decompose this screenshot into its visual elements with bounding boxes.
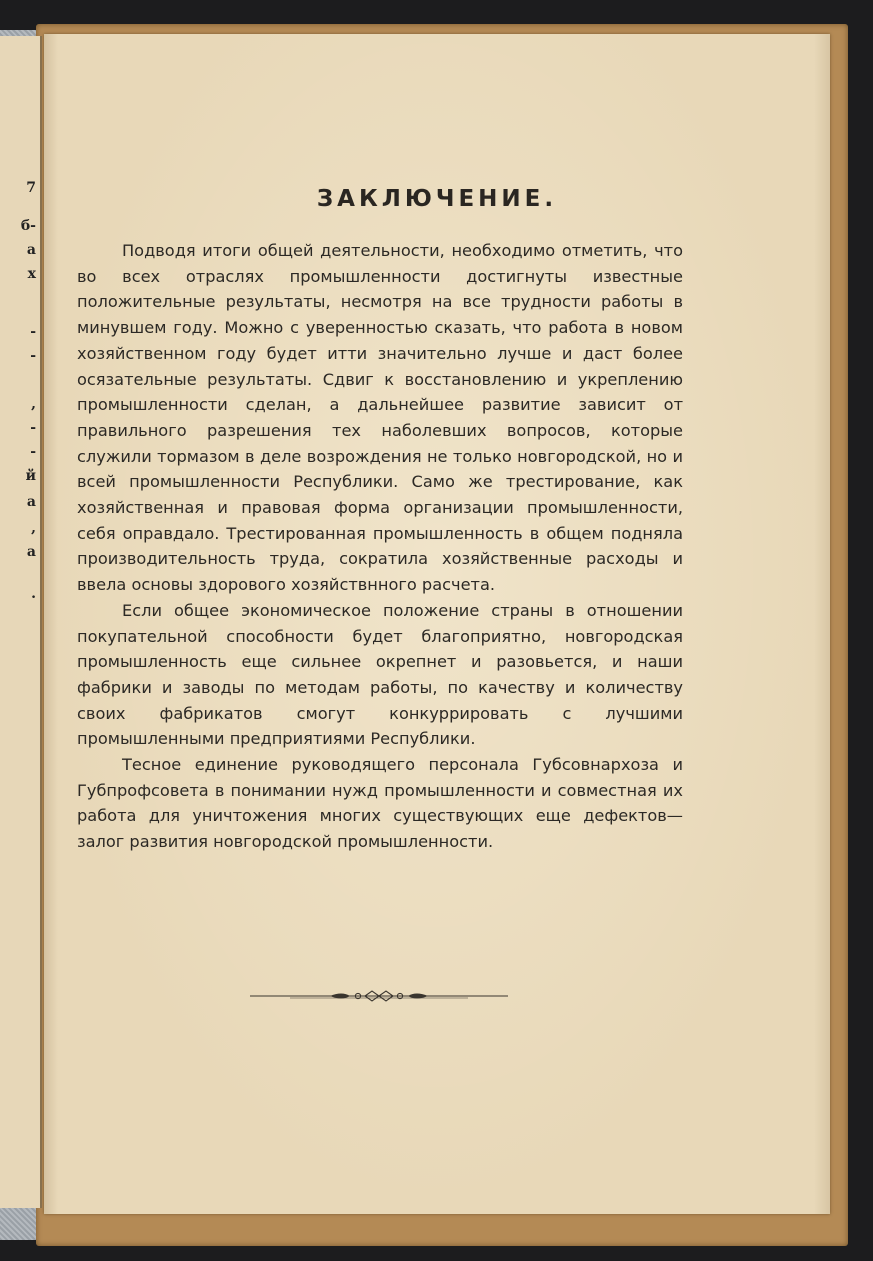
left-page-fragment: а [26,242,36,258]
left-page-fragment: х [27,266,36,282]
left-page-fragment: - [30,420,36,436]
left-page-fragment: - [30,444,36,460]
paragraph: Если общее экономическое положение страны в отношении покупательной способности будет благоприятно, новгородская промышленность еще сильнее окрепнет и разовьется, и наши фабрики и заводы по методам работы, по качеству и количеству своих фабрикатов смогут конкуррировать с лучшими промышленными предприятиями Республики. [77,600,683,749]
left-page-fragment: - [30,324,36,340]
left-page-fragment: , [31,520,36,536]
left-page-fragment: й [25,468,36,484]
left-page-edge [0,36,42,1208]
left-page-fragment: . [31,586,36,602]
paragraph: Тесное единение руководящего персонала Губсовнархоза и Губпрофсовета в понимании нужд промышленности и совместная их работа для уничтожения многих существующих еще дефектов— залог развития новгородской промышленности. [77,755,683,852]
left-page-fragment: а [26,494,36,510]
left-page-fragment: б- [20,218,36,234]
decorative-ornament-divider [250,986,508,1006]
left-page-fragment: 7 [26,180,36,196]
page-title: ЗАКЛЮЧЕНИЕ. [316,186,558,212]
body-text [77,238,683,855]
left-page-fragment: - [30,348,36,364]
left-page-fragment: , [31,396,36,412]
left-page-fragment: а [26,544,36,560]
paragraph: Подводя итоги общей деятельности, необходимо отметить, что во всех отраслях промышленности достигнуты известные положительные результаты, несмотря на все трудности работы в минувшем году. Можно с уверенностью сказать, что работа в новом хозяйственном году будет итти значительно лучше и даст более осязательные результаты. Сдвиг к восстановлению и укреплению промышленности сделан, а дальнейшее развитие зависит от правильного разрешения тех наболевших вопросов, которые служили тормазом в деле возрождения не только новгородской, но и всей промышленности Республики. Само же трестирование, как хозяйственная и правовая форма организации промышленности, себя оправдало. Трестированная промышленность в общем подняла производительность труда, сократила хозяйственные расходы и ввела основы здорового хозяйствнного расчета. [77,241,683,595]
